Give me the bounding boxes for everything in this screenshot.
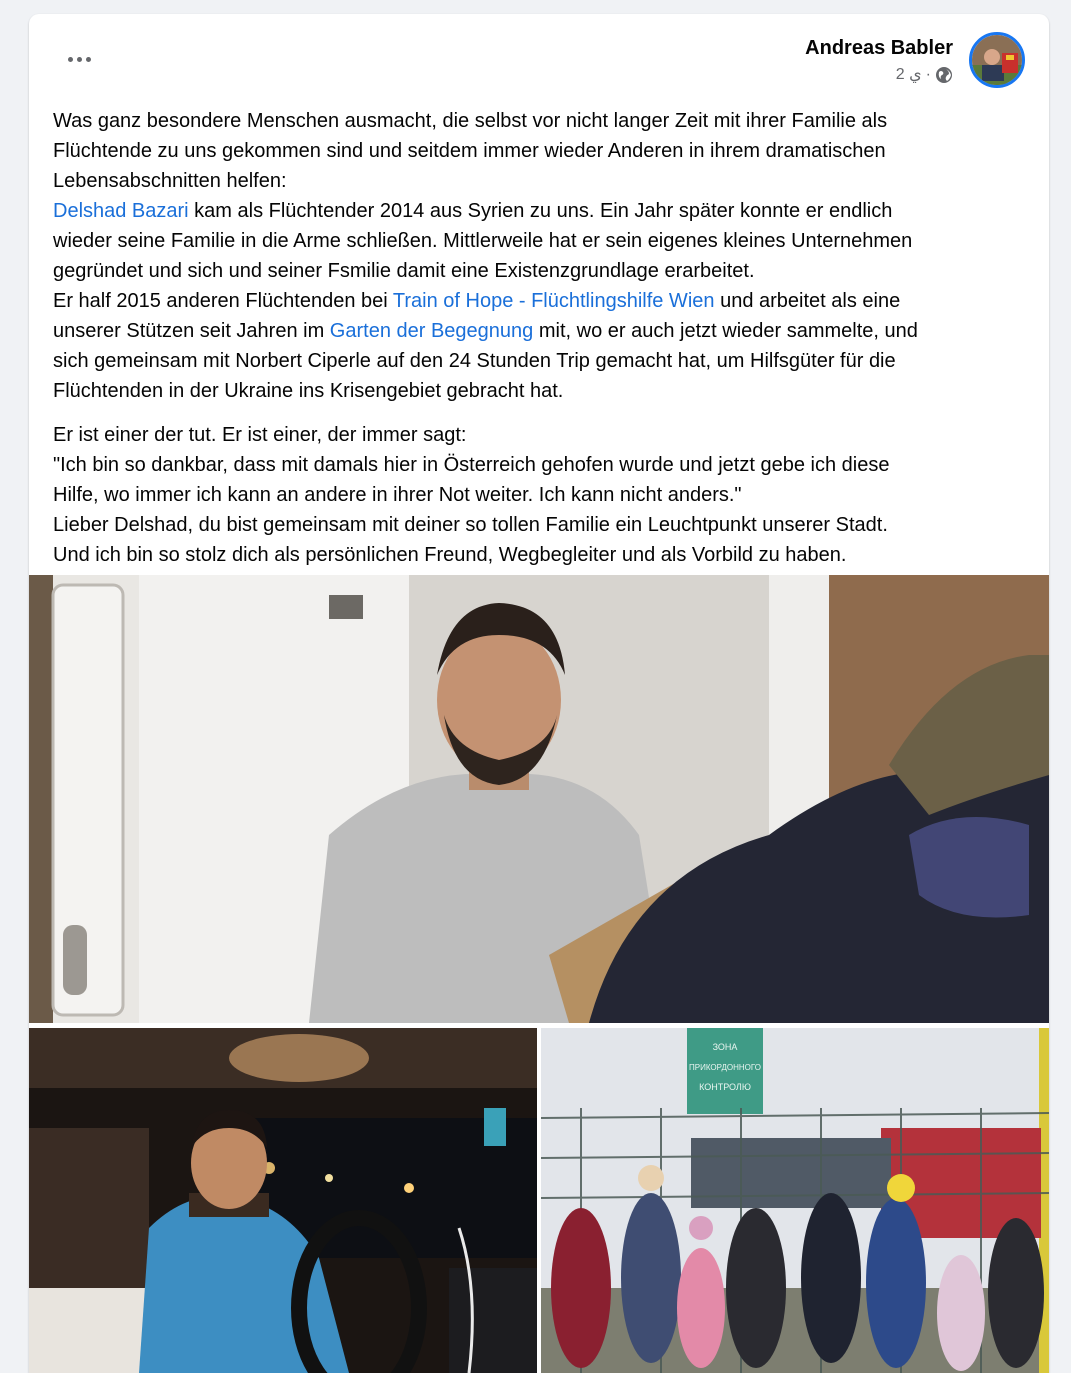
text-line: Lebensabschnitten helfen: (53, 170, 287, 192)
mention-delshad-bazari[interactable]: Delshad Bazari (53, 200, 189, 222)
text-line: und arbeitet als eine (714, 290, 901, 312)
text-line: kam als Flüchtender 2014 aus Syrien zu uns. Ein Jahr später konnte er endlich (188, 200, 893, 222)
text-line: Flüchtenden in der Ukraine ins Krisengebiet gebracht hat. (53, 380, 564, 402)
text-line: Was ganz besondere Menschen ausmacht, die selbst vor nicht langer Zeit mit ihrer Familie als (53, 110, 888, 132)
post-timestamp[interactable]: 2 ي (895, 66, 922, 83)
text-line: wieder seine Familie in die Arme schließen. Mittlerweile hat er sein eigenes kleines Unternehmen (53, 230, 913, 252)
sign-text-line2: ПРИКОРДОННОГО (689, 1063, 761, 1072)
text-line: sich gemeinsam mit Norbert Ciperle auf den 24 Stunden Trip gemacht hat, um Hilfsgüter für die (53, 350, 896, 372)
text-line: unserer Stützen seit Jahren im (53, 320, 330, 342)
mention-train-of-hope[interactable]: Train of Hope - Flüchtlingshilfe Wien (392, 290, 715, 312)
sign-text-line3: КОНТРОЛЮ (699, 1082, 751, 1092)
avatar[interactable] (969, 32, 1025, 88)
author-name[interactable]: Andreas Babler (805, 37, 953, 59)
photo-driver[interactable] (29, 1028, 537, 1373)
paragraph-bio (53, 196, 1028, 286)
sign-text-line1: ЗОНА (712, 1042, 738, 1052)
post-meta (805, 66, 953, 84)
meta-separator: · (925, 66, 931, 83)
author-block (805, 36, 953, 84)
paragraph-quote (53, 420, 1028, 570)
text-line: mit, wo er auch jetzt wieder sammelte, und (533, 320, 918, 342)
more-options-icon-dot (86, 57, 91, 62)
post-text (53, 106, 1028, 570)
text-line: Er half 2015 anderen Flüchtenden bei (53, 290, 393, 312)
paragraph-intro (53, 106, 1028, 196)
photo-border[interactable] (541, 1028, 1049, 1373)
mention-garten-der-begegnung[interactable]: Garten der Begegnung (329, 320, 534, 342)
more-options-icon-dot (77, 57, 82, 62)
text-line: Er ist einer der tut. Er ist einer, der immer sagt: (53, 424, 467, 446)
text-line: gegründet und sich und seiner Fsmilie damit eine Existenzgrundlage erarbeitet. (53, 260, 755, 282)
photo-main[interactable] (29, 575, 1049, 1023)
text-line: Flüchtende zu uns gekommen sind und seitdem immer wieder Anderen in ihrem dramatischen (53, 140, 886, 162)
paragraph-help (53, 286, 1028, 406)
text-line: Und ich bin so stolz dich als persönlichen Freund, Wegbegleiter und als Vorbild zu haben. (53, 544, 847, 566)
post-header (29, 14, 1049, 104)
more-options-icon (68, 57, 73, 62)
text-line: "Ich bin so dankbar, dass mit damals hier in Österreich gehofen wurde und jetzt gebe ich diese (53, 454, 890, 476)
more-options-button[interactable] (57, 44, 101, 74)
text-line: Lieber Delshad, du bist gemeinsam mit deiner so tollen Familie ein Leuchtpunkt unserer Stadt. (53, 514, 888, 536)
globe-icon (935, 66, 953, 84)
post-card (29, 14, 1049, 1373)
text-line: Hilfe, wo immer ich kann an andere in ihrer Not weiter. Ich kann nicht anders." (53, 484, 742, 506)
